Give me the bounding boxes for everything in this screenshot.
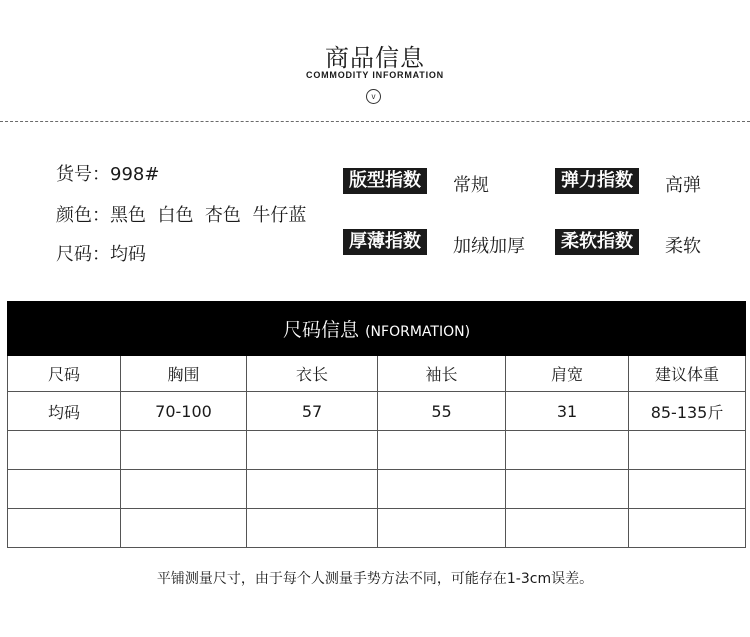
table-cell [506, 431, 629, 470]
table-cell [121, 470, 247, 509]
colors-value: 黑色 白色 杏色 牛仔蓝 [110, 205, 307, 226]
table-cell [629, 470, 746, 509]
tag-elastic-value: 高弹 [665, 175, 701, 196]
tag-fit-value: 常规 [453, 175, 489, 196]
table-cell [8, 470, 121, 509]
table-cell [629, 431, 746, 470]
table-row [8, 470, 746, 509]
table-cell [506, 470, 629, 509]
page-title: 商品信息 [325, 44, 425, 72]
column-header: 肩宽 [506, 356, 629, 392]
table-cell [629, 509, 746, 548]
column-header: 衣长 [247, 356, 378, 392]
table-cell [8, 431, 121, 470]
column-header: 袖长 [378, 356, 506, 392]
tag-thickness-index: 厚薄指数 [343, 229, 427, 255]
chevron-down-icon: v [366, 89, 381, 104]
table-header-row [8, 356, 746, 392]
table-cell [121, 509, 247, 548]
size-table-title [8, 302, 746, 356]
column-header: 尺码 [8, 356, 121, 392]
column-header: 胸围 [121, 356, 247, 392]
size-table-title-cn: 尺码信息 [283, 319, 360, 341]
table-cell: 55 [378, 392, 506, 431]
size-label: 尺码： [56, 244, 110, 265]
colors-label: 颜色： [56, 205, 110, 226]
table-row [8, 392, 746, 431]
table-cell [506, 509, 629, 548]
table-row [8, 509, 746, 548]
table-cell [121, 431, 247, 470]
tag-softness-value: 柔软 [665, 236, 701, 257]
tag-softness-index: 柔软指数 [555, 229, 639, 255]
table-cell: 85-135斤 [629, 392, 746, 431]
section-divider [0, 121, 750, 122]
table-cell [8, 509, 121, 548]
tag-thickness-value: 加绒加厚 [453, 236, 525, 257]
page-subtitle: COMMODITY INFORMATION [306, 70, 444, 80]
table-cell: 31 [506, 392, 629, 431]
measurement-footnote: 平铺测量尺寸，由于每个人测量手势方法不同，可能存在1-3cm误差。 [156, 571, 594, 587]
size-table [7, 301, 746, 548]
tag-elastic-index: 弹力指数 [555, 168, 639, 194]
table-cell [247, 431, 378, 470]
item-number-value: 998# [110, 164, 160, 185]
info-item-number [56, 160, 159, 186]
table-cell: 57 [247, 392, 378, 431]
info-size [56, 240, 146, 266]
table-row [8, 431, 746, 470]
tag-fit-index: 版型指数 [343, 168, 427, 194]
item-number-label: 货号： [56, 164, 110, 185]
table-cell [378, 509, 506, 548]
table-cell [247, 470, 378, 509]
table-cell [247, 509, 378, 548]
size-table-title-en: (NFORMATION) [365, 324, 471, 340]
table-cell [378, 470, 506, 509]
size-value: 均码 [110, 244, 146, 265]
column-header: 建议体重 [629, 356, 746, 392]
info-colors [56, 201, 306, 227]
table-cell: 70-100 [121, 392, 247, 431]
table-cell: 均码 [8, 392, 121, 431]
table-cell [378, 431, 506, 470]
